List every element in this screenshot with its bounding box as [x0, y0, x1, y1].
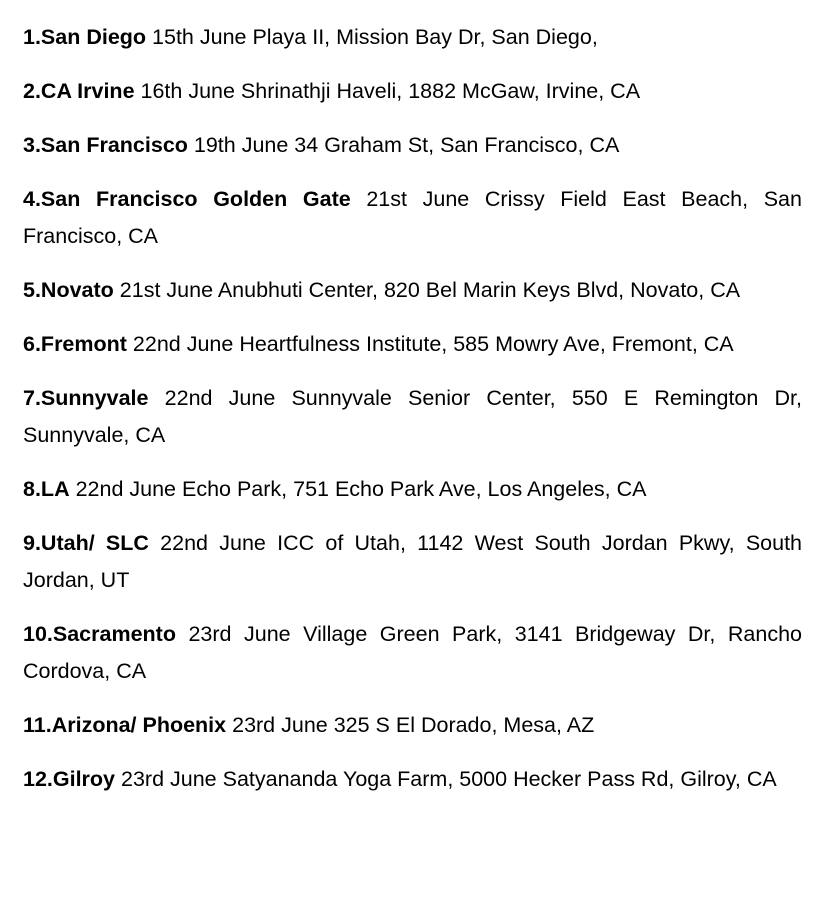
event-entry [23, 73, 802, 110]
event-details: 21st June Anubhuti Center, 820 Bel Marin Keys Blvd, Novato, CA [119, 278, 741, 302]
event-entry [23, 272, 802, 309]
event-details: 22nd June Heartfulness Institute, 585 Mowry Ave, Fremont, CA [132, 332, 734, 356]
event-entry [23, 127, 802, 164]
event-details: 22nd June ICC of Utah, 1142 West South Jordan Pkwy, South Jordan, UT [23, 531, 803, 592]
event-entry [23, 707, 802, 744]
event-city: 9.Utah/ SLC [23, 531, 149, 555]
event-entry [23, 181, 802, 255]
event-city: 10.Sacramento [23, 622, 176, 646]
event-city: 11.Arizona/ Phoenix [23, 713, 227, 737]
event-entry [23, 19, 802, 56]
event-details: 21st June Crissy Field East Beach, San Francisco, CA [23, 187, 802, 248]
event-city: 1.San Diego [23, 25, 147, 49]
event-city: 4.San Francisco Golden Gate [23, 187, 351, 211]
event-details: 19th June 34 Graham St, San Francisco, CA [193, 133, 620, 157]
event-details: 16th June Shrinathji Haveli, 1882 McGaw, Irvine, CA [140, 79, 641, 103]
event-entry [23, 326, 802, 363]
event-city: 3.San Francisco [23, 133, 188, 157]
event-details: 15th June Playa II, Mission Bay Dr, San Diego, [152, 25, 598, 49]
event-city: 8.LA [23, 477, 70, 501]
event-city: 6.Fremont [23, 332, 127, 356]
event-details: 23rd June Satyananda Yoga Farm, 5000 Hecker Pass Rd, Gilroy, CA [121, 767, 777, 791]
event-city: 12.Gilroy [23, 767, 116, 791]
event-city: 5.Novato [23, 278, 114, 302]
event-entry [23, 471, 802, 508]
event-entry [23, 761, 802, 798]
event-details: 23rd June 325 S El Dorado, Mesa, AZ [232, 713, 595, 737]
event-details: 22nd June Sunnyvale Senior Center, 550 E Remington Dr, Sunnyvale, CA [23, 386, 802, 447]
event-list [23, 19, 802, 798]
event-entry [23, 616, 802, 690]
event-city: 2.CA Irvine [23, 79, 135, 103]
event-city: 7.Sunnyvale [23, 386, 149, 410]
event-entry [23, 380, 802, 454]
event-entry [23, 525, 802, 599]
event-details: 22nd June Echo Park, 751 Echo Park Ave, Los Angeles, CA [75, 477, 647, 501]
event-details: 23rd June Village Green Park, 3141 Bridgeway Dr, Rancho Cordova, CA [23, 622, 802, 683]
